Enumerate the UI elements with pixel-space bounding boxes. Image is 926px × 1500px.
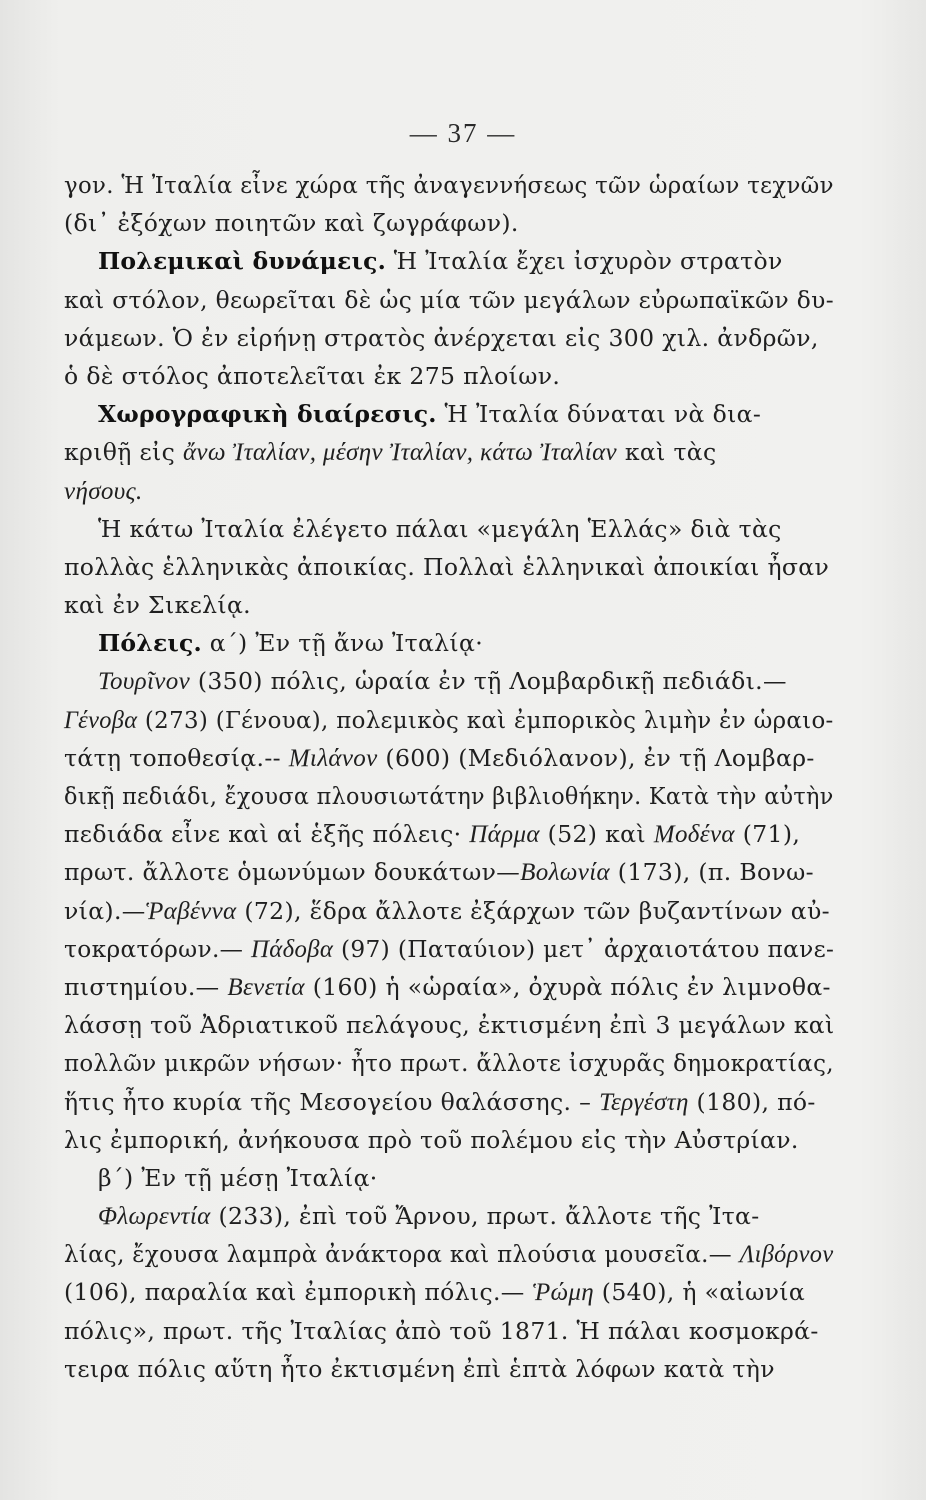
italic-text: Βολωνία: [520, 859, 610, 887]
italic-text: Λιβόρνον: [739, 1241, 834, 1269]
text-line: [64, 166, 834, 204]
text-line: [64, 892, 834, 930]
text-line: [64, 1273, 834, 1311]
body-text-segment: καὶ στόλον, θεωρεῖται δὲ ὡς μία τῶν μεγάλων εὐρωπαϊκῶν δυ-: [64, 285, 834, 314]
text-line: [64, 777, 834, 815]
body-text-segment: ἥτις ἦτο κυρία τῆς Μεσογείου θαλάσσης. –: [64, 1087, 600, 1116]
text-line: [64, 1121, 834, 1159]
text-line: [64, 1044, 834, 1082]
body-text-segment: λις ἐμπορική, ἀνήκουσα πρὸ τοῦ πολέμου εἰς τὴν Αὐστρίαν.: [64, 1125, 799, 1154]
text-line: [64, 624, 834, 662]
body-text-segment: (δι᾿ ἐξόχων ποιητῶν καὶ ζωγράφων).: [64, 209, 519, 238]
text-line: [64, 281, 834, 319]
body-text-segment: (97) (Παταύιον) μετ᾿ ἀρχαιοτάτου πανε-: [333, 934, 835, 963]
body-text-segment: τοκρατόρων.—: [64, 934, 252, 963]
italic-text: Ῥώμη: [532, 1279, 594, 1307]
body-text: [64, 166, 834, 1388]
text-line: [64, 662, 834, 700]
body-text-segment: πιστημίου.—: [64, 972, 228, 1001]
body-text-segment: τειρα πόλις αὕτη ἦτο ἐκτισμένη ἐπὶ ἑπτὰ λόφων κατὰ τὴν: [64, 1354, 775, 1383]
body-text-segment: (52) καὶ: [539, 820, 654, 849]
italic-text: νήσους.: [64, 477, 143, 505]
body-text-segment: καὶ ἐν Σικελίᾳ.: [64, 591, 251, 620]
text-line: [64, 1197, 834, 1235]
text-line: [64, 1159, 834, 1197]
body-text-segment: πεδιάδα εἶνε καὶ αἱ ἑξῆς πόλεις·: [64, 820, 470, 849]
section-heading: Πόλεις.: [98, 629, 202, 658]
body-text-segment: Ἡ κάτω Ἰταλία ἐλέγετο πάλαι «μεγάλη Ἑλλάς» διὰ τὰς: [98, 514, 782, 543]
text-line: [64, 472, 834, 510]
body-text-segment: (180), πό-: [688, 1087, 816, 1116]
italic-text: Ῥαβέννα: [145, 897, 237, 925]
section-heading: Πολεμικαὶ δυνάμεις.: [98, 247, 386, 276]
body-text-segment: Ἡ Ἰταλία ἔχει ἰσχυρὸν στρατὸν: [385, 247, 783, 276]
section-heading: Χωρογραφικὴ διαίρεσις.: [98, 400, 437, 429]
italic-text: Φλωρεντία: [98, 1203, 211, 1231]
text-line: [64, 853, 834, 891]
italic-text: Γένοβα: [64, 706, 138, 734]
italic-text: ἄνω Ἰταλίαν, μέσην Ἰταλίαν, κάτω Ἰταλίαν: [182, 439, 617, 467]
body-text-segment: (160) ἡ «ὡραία», ὀχυρὰ πόλις ἐν λιμνοθα-: [304, 972, 831, 1001]
page-number: — 37 —: [409, 118, 517, 148]
text-line: [64, 815, 834, 853]
body-text-segment: νάμεων. Ὁ ἐν εἰρήνῃ στρατὸς ἀνέρχεται εἰς 300 χιλ. ἀνδρῶν,: [64, 323, 819, 352]
text-line: [64, 319, 834, 357]
text-line: [64, 968, 834, 1006]
body-text-segment: πολλῶν μικρῶν νήσων· ἦτο πρωτ. ἄλλοτε ἰσχυρᾶς δημοκρατίας,: [64, 1049, 834, 1078]
text-line: [64, 1312, 834, 1350]
italic-text: Πάδοβα: [251, 935, 334, 963]
body-text-segment: πολλὰς ἑλληνικὰς ἀποικίας. Πολλαὶ ἑλληνικαὶ ἀποικίαι ἦσαν: [64, 552, 830, 581]
body-text-segment: κριθῇ εἰς: [64, 438, 183, 467]
italic-text: Μιλάνον: [288, 744, 378, 772]
body-text-segment: (106), παραλία καὶ ἐμπορικὴ πόλις.—: [64, 1278, 533, 1307]
body-text-segment: πρωτ. ἄλλοτε ὁμωνύμων δουκάτων—: [64, 858, 521, 887]
text-line: [64, 1006, 835, 1044]
body-text-segment: Ἡ Ἰταλία δύναται νὰ δια-: [436, 400, 762, 429]
text-line: [64, 242, 834, 280]
body-text-segment: καὶ τὰς: [617, 438, 717, 467]
body-text-segment: ὁ δὲ στόλος ἀποτελεῖται ἐκ 275 πλοίων.: [64, 361, 561, 390]
italic-text: Τεργέστη: [599, 1088, 689, 1116]
body-text-segment: (350) πόλις, ὡραία ἐν τῇ Λομβαρδικῇ πεδιάδι.—: [190, 667, 787, 696]
body-text-segment: λάσσῃ τοῦ Ἀδριατικοῦ πελάγους, ἐκτισμένη ἐπὶ 3 μεγάλων καὶ: [64, 1011, 835, 1040]
body-text-segment: νία).—: [64, 896, 146, 925]
body-text-segment: τάτῃ τοποθεσίᾳ.--: [64, 743, 289, 772]
text-line: [64, 701, 834, 739]
body-text-segment: (173), (π. Βονω-: [609, 858, 814, 887]
body-text-segment: (540), ἡ «αἰωνία: [593, 1278, 806, 1307]
body-text-segment: λίας, ἔχουσα λαμπρὰ ἀνάκτορα καὶ πλούσια μουσεῖα.—: [64, 1240, 740, 1269]
body-text-segment: (600) (Μεδιόλανον), ἐν τῇ Λομβαρ-: [377, 743, 815, 772]
text-line: [64, 357, 834, 395]
text-line: [64, 204, 834, 242]
body-text-segment: γον. Ἡ Ἰταλία εἶνε χώρα τῆς ἀναγεννήσεως τῶν ὡραίων τεχνῶν: [64, 171, 834, 199]
body-text-segment: (72), ἕδρα ἄλλοτε ἐξάρχων τῶν βυζαντίνων αὐ-: [236, 896, 830, 925]
text-line: [64, 1235, 834, 1273]
italic-text: Μοδένα: [653, 821, 735, 849]
text-line: [64, 586, 834, 624]
body-text-segment: πόλις», πρωτ. τῆς Ἰταλίας ἀπὸ τοῦ 1871. Ἡ πάλαι κοσμοκρά-: [64, 1316, 819, 1345]
italic-text: Βενετία: [227, 973, 305, 1001]
text-line: [64, 510, 834, 548]
body-text-segment: (71),: [734, 820, 801, 849]
body-text-segment: δικῇ πεδιάδι, ἔχουσα πλουσιωτάτην βιβλιοθήκην. Κατὰ τὴν αὐτὴν: [64, 782, 834, 810]
body-text-segment: β΄) Ἐν τῇ μέσῃ Ἰταλίᾳ·: [98, 1163, 378, 1192]
text-line: [64, 395, 834, 433]
body-text-segment: α΄) Ἐν τῇ ἄνω Ἰταλίᾳ·: [201, 629, 484, 658]
italic-text: Τουρῖνον: [98, 668, 191, 696]
text-line: [64, 930, 835, 968]
text-line: [64, 739, 834, 777]
text-line: [64, 548, 834, 586]
text-line: [64, 433, 834, 471]
text-line: [64, 1083, 834, 1121]
text-line: [64, 1350, 834, 1388]
body-text-segment: (273) (Γένουα), πολεμικὸς καὶ ἐμπορικὸς λιμὴν ἐν ὡραιο-: [137, 705, 834, 734]
italic-text: Πάρμα: [469, 821, 540, 849]
body-text-segment: (233), ἐπὶ τοῦ Ἄρνου, πρωτ. ἄλλοτε τῆς Ἰτα-: [210, 1202, 760, 1231]
